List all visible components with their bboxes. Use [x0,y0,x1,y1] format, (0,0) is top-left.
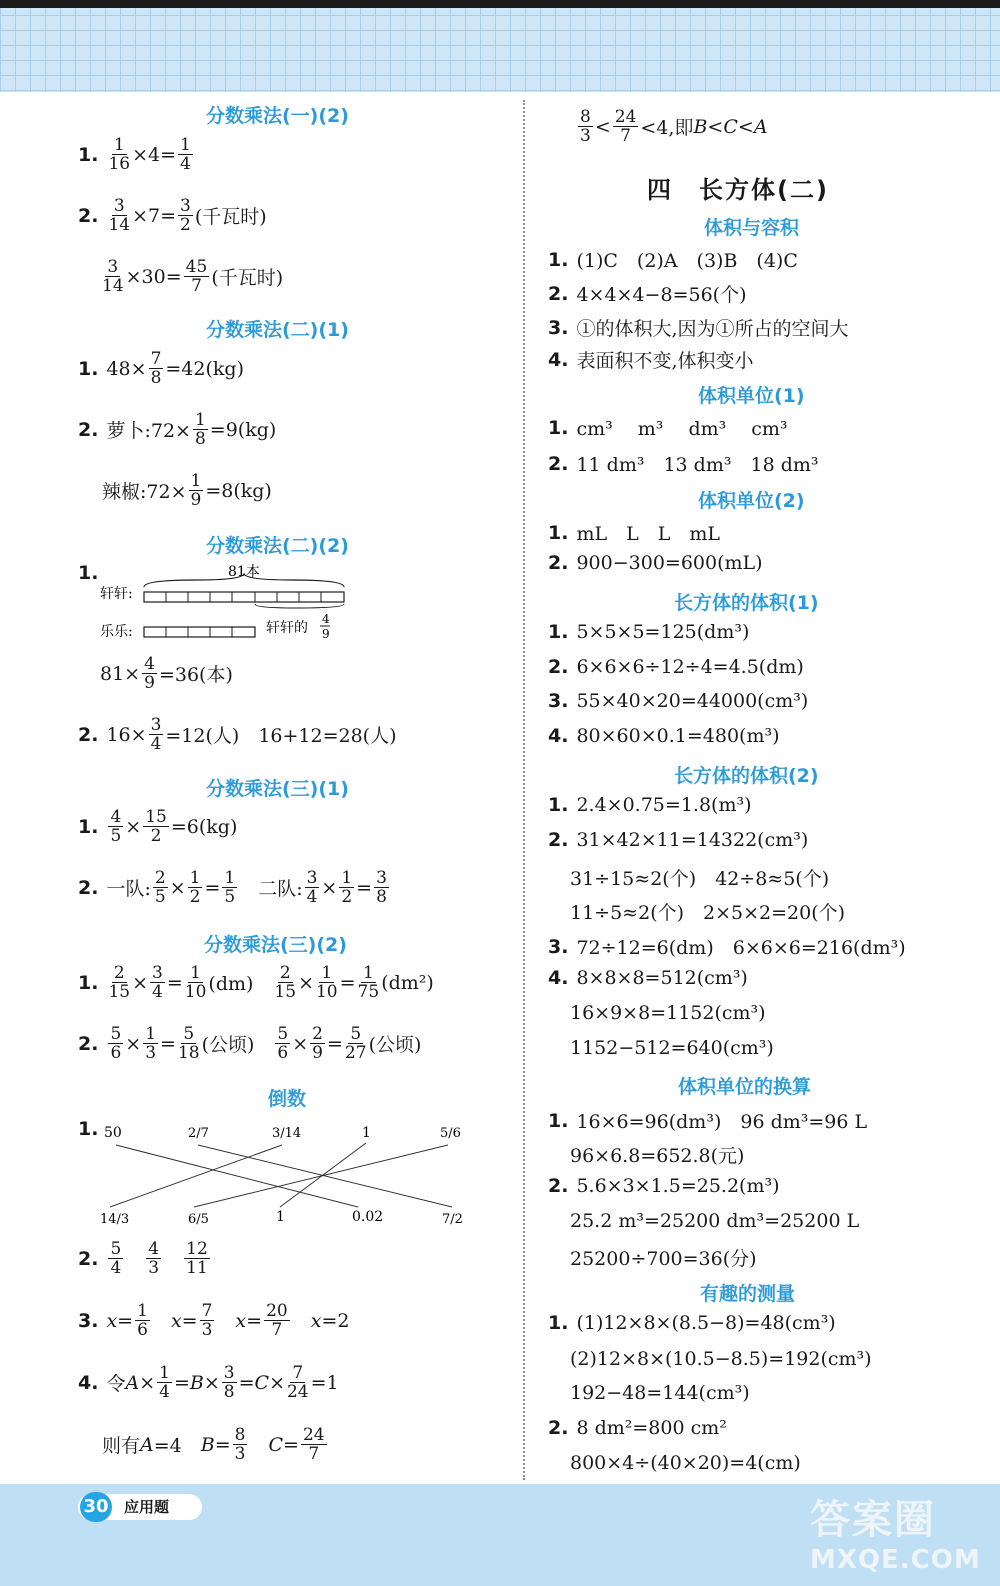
header-grid-band [0,0,1000,92]
answer-line: 1. (1)12×8×(8.5−8)=48(cm³) [548,1312,836,1334]
section-heading: 体积与容积 [704,217,800,239]
section-heading: 分数乘法(二)(1) [206,319,349,341]
watermark-logo: 答案圈 MXQE.COM [810,1497,981,1575]
answer-line: 3. 72÷12=6(dm) 6×6×6=216(dm³) [548,935,906,959]
chapter-title: 四 长方体(二) [647,176,829,204]
answer-line: 25.2 m³=25200 dm³=25200 L [570,1210,860,1232]
answer-line: 1152−512=640(cm³) [570,1037,774,1059]
match-bottom-item: 6/5 [188,1212,209,1227]
page-number: 30 [80,1492,112,1522]
diagram-row1-label: 轩轩: [100,586,133,602]
section-heading: 分数乘法(三)(1) [206,778,349,800]
answer-line: 4. 80×60×0.1=480(m³) [548,725,780,747]
section-heading: 体积单位(1) [698,385,805,407]
answer-line: 4. 8×8×8=512(cm³) [548,967,748,989]
answer-line: 1. 5×5×5=125(dm³) [548,621,750,643]
answer-line: 2. 4×4×4−8=56(个) [548,282,747,306]
answer-line: 1. mL L L mL [548,521,720,545]
answer-line: 81× 4 9 =36(本) [100,654,233,693]
match-top-item: 50 [104,1125,122,1141]
answer-line: 3. x = 1 6 x = 7 3 x = 20 7 x =2 [78,1301,350,1340]
column-divider [523,100,525,1480]
section-heading: 长方体的体积(2) [674,765,819,787]
answer-line: 2. 31×42×11=14322(cm³) [548,829,809,851]
answer-line: 1. 4 5 × 15 2 =6(kg) [78,807,238,846]
answer-line: 辣椒:72× 1 9 =8(kg) [102,471,272,510]
diagram-row2-label: 乐乐: [100,624,133,640]
section-heading: 有趣的测量 [700,1283,796,1305]
answer-line: 8 3 < 24 7 <4,即 B < C < A [580,107,768,146]
answer-line: 2. 6×6×6÷12÷4=4.5(dm) [548,656,804,678]
answer-line: 4. 令 A × 1 4 = B × 3 8 = C × 7 24 =1 [78,1363,339,1402]
answer-line: 4. 表面积不变,体积变小 [548,348,754,372]
match-bottom-item: 7/2 [442,1212,463,1227]
answer-line: 3. 55×40×20=44000(cm³) [548,690,809,712]
answer-line: 31÷15≈2(个) 42÷8≈5(个) [570,868,830,890]
section-heading: 长方体的体积(1) [674,592,819,614]
answer-line: 96×6.8=652.8(元) [570,1145,745,1167]
match-bottom-item: 0.02 [352,1209,384,1225]
page-section-label: 应用题 [124,1498,170,1516]
match-top-item: 5/6 [440,1126,461,1141]
answer-line: 1. 48× 7 8 =42(kg) [78,349,244,388]
answer-line: 192−48=144(cm³) [570,1382,750,1404]
answer-line: 1. 16×6=96(dm³) 96 dm³=96 L [548,1109,868,1133]
answer-line: 2. 一队: 2 5 × 1 2 = 1 5 二队: 3 4 × 1 2 = 3 8 [78,868,387,907]
answer-line: 2. 5.6×3×1.5=25.2(m³) [548,1175,780,1197]
answer-line: 2. 5 4 4 3 12 11 [78,1239,208,1278]
match-bottom-item: 14/3 [100,1212,130,1227]
answer-line: 2. 3 14 ×7= 3 2 (千瓦时) [78,196,267,235]
match-top-item: 1 [362,1125,371,1141]
answer-line: 3 14 ×30= 45 7 (千瓦时) [102,257,284,296]
section-heading: 分数乘法(三)(2) [204,934,347,956]
answer-line: 3. ①的体积大,因为①所占的空间大 [548,316,849,340]
match-top-item: 3/14 [272,1126,302,1141]
section-heading: 分数乘法(一)(2) [206,105,349,127]
answer-line: 2. 8 dm²=800 cm² [548,1417,727,1439]
answer-line: 16×9×8=1152(cm³) [570,1002,766,1024]
answer-line: 2. 5 6 × 1 3 = 5 18 (公顷) 5 6 × 2 9 = 5 27 (公顷) [78,1024,422,1063]
answer-line: 2. 11 dm³ 13 dm³ 18 dm³ [548,452,819,476]
answer-line: 800×4÷(40×20)=4(cm) [570,1452,801,1474]
answer-line: 1. [78,1118,99,1140]
answer-line: 1. 1 16 ×4= 1 4 [78,135,191,174]
diagram-total-label: 81本 [228,564,260,580]
answer-line: 1. (1)C (2)A (3)B (4)C [548,248,798,272]
answer-line: 1. cm³ m³ dm³ cm³ [548,416,788,440]
answer-line: (2)12×8×(10.5−8.5)=192(cm³) [570,1348,872,1370]
section-heading: 分数乘法(二)(2) [206,535,349,557]
answer-line: 1. 2 15 × 3 4 = 1 10 (dm) 2 15 × 1 10 = 1 75 (dm²) [78,963,434,1002]
match-bottom-item: 1 [276,1209,285,1225]
answer-line: 11÷5≈2(个) 2×5×2=20(个) [570,902,846,924]
section-heading: 体积单位的换算 [678,1076,812,1098]
section-heading: 倒数 [268,1088,307,1110]
match-top-item: 2/7 [188,1126,209,1141]
line-segment-diagram [96,560,356,650]
section-heading: 体积单位(2) [698,490,805,512]
answer-line: 1. [78,562,99,584]
diagram-note-den: 9 [322,627,330,641]
answer-line: 1. 2.4×0.75=1.8(m³) [548,794,752,816]
diagram-note-num: 4 [322,612,330,626]
reciprocal-matching-diagram [96,1115,476,1235]
answer-line: 25200÷700=36(分) [570,1248,757,1270]
answer-line: 2. 900−300=600(mL) [548,552,763,574]
answer-line: 2. 16× 3 4 =12(人) 16+12=28(人) [78,715,397,754]
answer-line: 2. 萝卜:72× 1 8 =9(kg) [78,410,277,449]
answer-line: 则有 A =4 B = 8 3 C = 24 7 [102,1425,325,1464]
diagram-note-label: 轩轩的 [266,620,308,636]
